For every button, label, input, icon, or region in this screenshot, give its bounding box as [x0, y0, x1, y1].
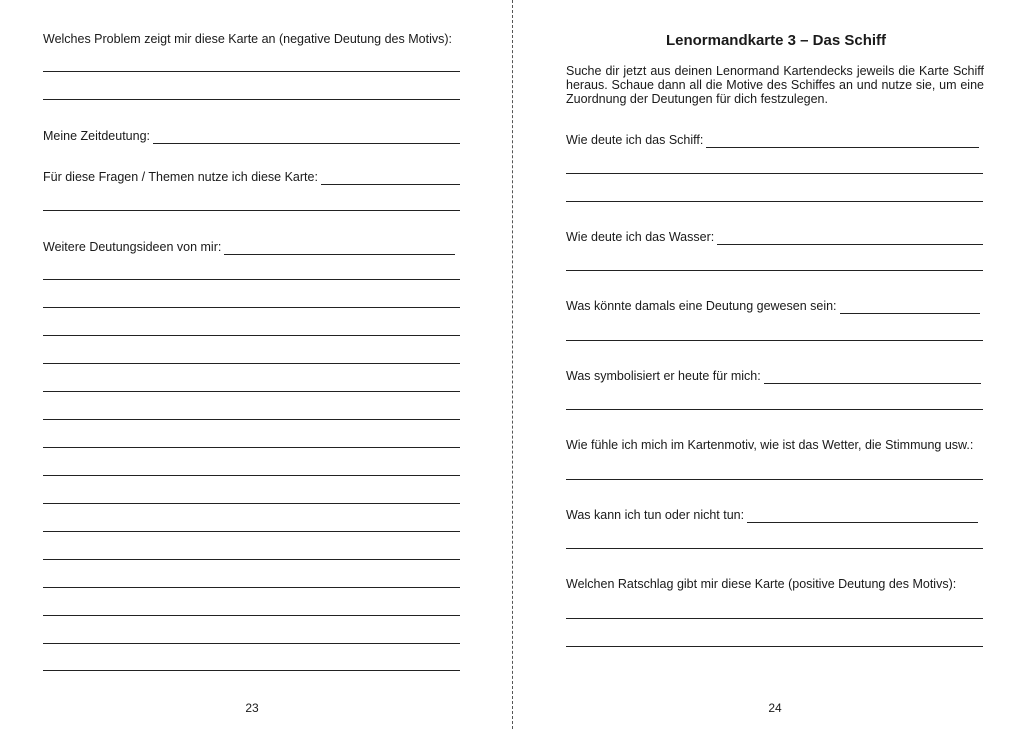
answer-line[interactable]: [43, 307, 460, 308]
answer-line[interactable]: [43, 475, 460, 476]
answer-line[interactable]: [747, 510, 978, 523]
page-number: 23: [245, 701, 259, 715]
answer-line[interactable]: [43, 419, 460, 420]
question-time: Meine Zeitdeutung:: [43, 129, 460, 144]
answer-line[interactable]: [43, 670, 460, 671]
answer-line[interactable]: [43, 391, 460, 392]
answer-line[interactable]: [566, 646, 983, 647]
answer-line[interactable]: [706, 135, 979, 148]
answer-line[interactable]: [43, 99, 460, 100]
answer-line[interactable]: [43, 210, 460, 211]
answer-line[interactable]: [566, 409, 983, 410]
question-problem: Welches Problem zeigt mir diese Karte an (negative Deutung des Motivs):: [43, 32, 452, 46]
answer-line[interactable]: [43, 643, 460, 644]
answer-line[interactable]: [43, 363, 460, 364]
answer-line[interactable]: [566, 340, 983, 341]
right-page: [514, 0, 1020, 729]
answer-line[interactable]: [43, 587, 460, 588]
answer-line[interactable]: [43, 559, 460, 560]
answer-line[interactable]: [566, 618, 983, 619]
question-today: Was symbolisiert er heute für mich:: [566, 369, 981, 384]
question-do: Was kann ich tun oder nicht tun:: [566, 508, 978, 523]
answer-line[interactable]: [153, 131, 460, 144]
answer-line[interactable]: [43, 279, 460, 280]
question-feel: Wie fühle ich mich im Kartenmotiv, wie ist das Wetter, die Stimmung usw.:: [566, 438, 974, 452]
answer-line[interactable]: [43, 71, 460, 72]
answer-line[interactable]: [566, 479, 983, 480]
answer-line[interactable]: [764, 371, 981, 384]
question-water: Wie deute ich das Wasser:: [566, 230, 983, 245]
answer-line[interactable]: [840, 301, 980, 314]
answer-line[interactable]: [224, 242, 455, 255]
question-more: Weitere Deutungsideen von mir:: [43, 240, 455, 255]
question-past: Was könnte damals eine Deutung gewesen sein:: [566, 299, 980, 314]
answer-line[interactable]: [566, 201, 983, 202]
answer-line[interactable]: [566, 173, 983, 174]
question-advice: Welchen Ratschlag gibt mir diese Karte (positive Deutung des Motivs):: [566, 577, 957, 591]
intro-text: Suche dir jetzt aus deinen Lenormand Kartendecks jeweils die Karte Schiff heraus. Schaue dann all die Motive des Schiffes an und nutze sie, um eine Zuordnung der Deutungen für dich festzulegen.: [566, 64, 984, 106]
answer-line[interactable]: [43, 503, 460, 504]
answer-line[interactable]: [43, 531, 460, 532]
question-ship: Wie deute ich das Schiff:: [566, 133, 979, 148]
answer-line[interactable]: [717, 232, 983, 245]
answer-line[interactable]: [321, 172, 460, 185]
answer-line[interactable]: [566, 548, 983, 549]
answer-line[interactable]: [566, 270, 983, 271]
answer-line[interactable]: [43, 447, 460, 448]
page-title: Lenormandkarte 3 – Das Schiff: [665, 32, 887, 49]
page-divider: [512, 0, 513, 729]
page-number: 24: [768, 701, 782, 715]
question-topics: Für diese Fragen / Themen nutze ich diese Karte:: [43, 170, 460, 185]
answer-line[interactable]: [43, 615, 460, 616]
answer-line[interactable]: [43, 335, 460, 336]
